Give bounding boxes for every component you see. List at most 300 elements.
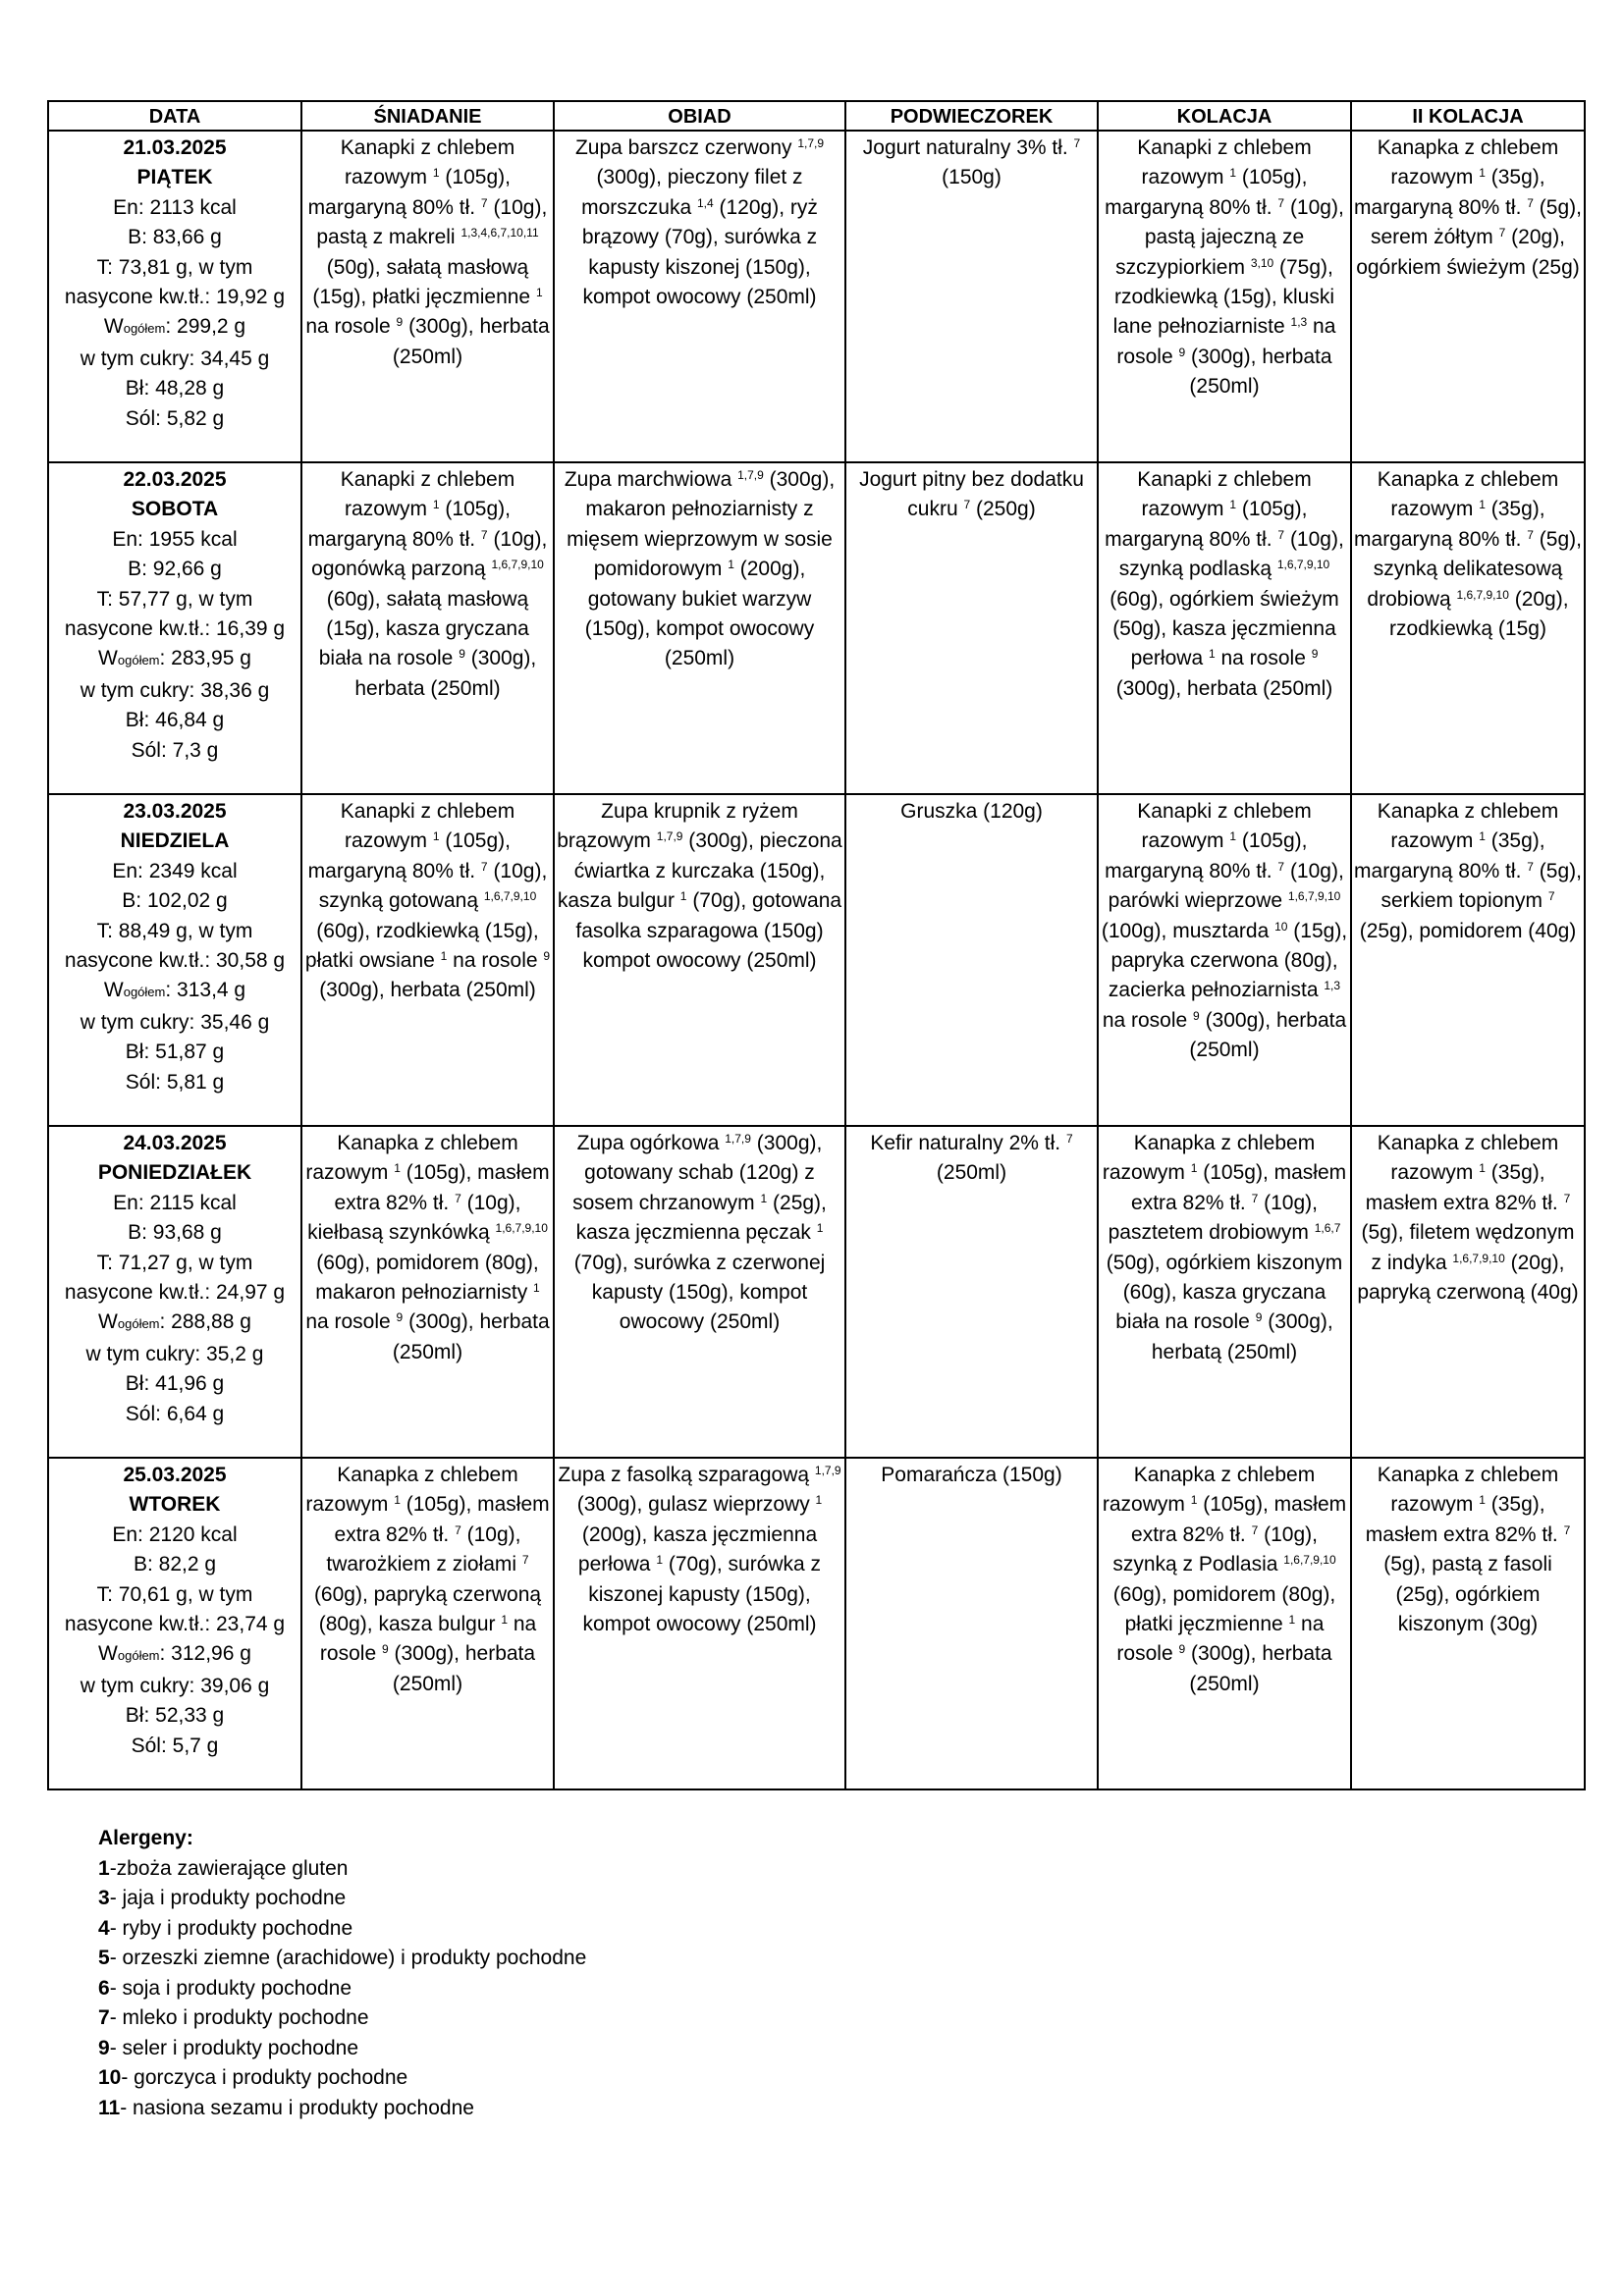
- allergen-superscript: 9: [543, 949, 551, 964]
- allergen-superscript: 1,6,7,9,10: [491, 558, 544, 572]
- nutrition-carbs: [51, 1639, 298, 1671]
- meal-text: (200g), kasza jęczmienna perłowa: [577, 1522, 818, 1576]
- meal-cell-second-dinner: [1351, 462, 1585, 794]
- meal-text: (300g), herbata (250ml): [388, 1642, 536, 1695]
- nutrition-sol: Sól: 5,82 g: [125, 406, 225, 430]
- date-cell: [48, 462, 301, 794]
- meal-text: (105g), margaryną 80% tł.: [307, 829, 511, 882]
- allergen-superscript: 7: [1498, 226, 1506, 240]
- meal-text: (5g), filetem wędzonym z indyka: [1361, 1221, 1575, 1274]
- meal-text: (300g), gulasz wieprzowy: [576, 1493, 816, 1517]
- allergen-item: [98, 1854, 586, 1885]
- nutrition-b: B: 82,2 g: [133, 1553, 217, 1576]
- carbs-value: : 288,88 g: [159, 1310, 251, 1334]
- meal-text: Kanapki z chlebem razowym: [1137, 136, 1312, 189]
- allergen-description: - soja i produkty pochodne: [109, 1976, 352, 2000]
- allergen-superscript: 7: [455, 1522, 461, 1537]
- allergen-item: [98, 2034, 586, 2064]
- meal-text: (35g), masłem extra 82% tł.: [1365, 1161, 1564, 1214]
- nutrition-b: B: 93,68 g: [128, 1221, 222, 1245]
- allergen-superscript: 7: [1547, 889, 1555, 904]
- allergen-superscript: 7: [1251, 1191, 1259, 1205]
- meal-cell-breakfast: [301, 1458, 554, 1789]
- allergen-superscript: 9: [1311, 647, 1319, 662]
- meal-cell-dinner: [1098, 131, 1351, 462]
- allergen-superscript: 7: [1563, 1522, 1571, 1537]
- nutrition-bl: Bł: 51,87 g: [125, 1041, 225, 1064]
- allergen-superscript: 7: [1527, 195, 1534, 210]
- nutrition-carbs: [51, 976, 298, 1007]
- allergen-superscript: 1: [1479, 166, 1486, 181]
- allergen-superscript: 10: [1274, 919, 1288, 934]
- meal-text: (35g), masłem extra 82% tł.: [1365, 1493, 1564, 1546]
- meal-cell-dinner: [1098, 794, 1351, 1126]
- meal-text: (60g), papryką czerwoną (80g), kasza bulgur: [313, 1582, 542, 1636]
- meal-text: (35g), margaryną 80% tł.: [1354, 166, 1545, 219]
- allergen-superscript: 9: [381, 1642, 389, 1657]
- meal-cell-second-dinner: [1351, 131, 1585, 462]
- nutrition-carbs: [51, 644, 298, 675]
- nutrition-cukry: w tym cukry: 35,2 g: [85, 1342, 264, 1365]
- carbs-value: : 312,96 g: [159, 1642, 251, 1666]
- meal-text: (250g): [970, 498, 1036, 521]
- nutrition-sol: Sól: 5,7 g: [131, 1734, 219, 1757]
- meal-text: (300g), gotowany schab (120g) z sosem chrzanowym: [572, 1132, 823, 1214]
- meal-text: Kanapki z chlebem razowym: [340, 800, 515, 853]
- allergen-description: - jaja i produkty pochodne: [109, 1887, 347, 1909]
- table-row: [48, 1458, 1585, 1789]
- meal-text: na rosole: [447, 949, 544, 973]
- allergen-superscript: 1: [1229, 829, 1237, 844]
- allergen-superscript: 1,4: [696, 195, 714, 210]
- header-second-dinner: II KOLACJA: [1351, 101, 1585, 131]
- date-cell: [48, 794, 301, 1126]
- meal-text: Kanapka z chlebem razowym: [305, 1132, 518, 1185]
- allergen-superscript: 7: [1073, 136, 1081, 150]
- meal-text: Kefir naturalny 2% tł.: [870, 1132, 1066, 1154]
- allergen-item: [98, 1974, 586, 2004]
- meal-text: Kanapki z chlebem razowym: [340, 136, 515, 189]
- allergen-superscript: 1: [432, 829, 440, 844]
- allergen-superscript: 7: [1251, 1522, 1259, 1537]
- allergen-description: - orzeszki ziemne (arachidowe) i produkty pochodne: [109, 1947, 587, 1969]
- meal-text: (105g), masłem extra 82% tł.: [1131, 1493, 1347, 1546]
- allergen-item: [98, 2003, 586, 2034]
- meal-plan-table: [47, 100, 1586, 1790]
- meal-text: Kanapki z chlebem razowym: [1137, 468, 1312, 521]
- allergen-superscript: 9: [1178, 345, 1186, 359]
- allergen-superscript: 1,6,7,9,10: [495, 1221, 548, 1236]
- meal-text: na rosole: [305, 1310, 397, 1334]
- allergen-superscript: 1: [501, 1613, 509, 1628]
- header-date: DATA: [48, 101, 301, 131]
- allergen-superscript: 1: [533, 1281, 540, 1296]
- nutrition-carbs: [51, 312, 298, 344]
- date-cell: [48, 1458, 301, 1789]
- allergen-number: 3: [98, 1887, 110, 1909]
- meal-text: (5g), szynką delikatesową drobiową: [1367, 527, 1582, 611]
- allergen-superscript: 1,7,9: [737, 468, 764, 482]
- allergen-superscript: 1: [679, 889, 687, 904]
- meal-cell-dinner: [1098, 1458, 1351, 1789]
- meal-text: (105g), margaryną 80% tł.: [307, 166, 511, 219]
- meal-text: Pomarańcza (150g): [881, 1464, 1062, 1486]
- meal-text: na rosole: [1116, 1613, 1325, 1666]
- allergen-item: [98, 2094, 586, 2124]
- allergen-superscript: 7: [521, 1553, 529, 1568]
- nutrition-bl: Bł: 52,33 g: [125, 1704, 225, 1728]
- nutrition-b: B: 102,02 g: [122, 889, 228, 913]
- meal-text: (150g): [942, 166, 1001, 189]
- meal-text: (60g), pomidorem (80g), makaron pełnoziarnisty: [315, 1251, 539, 1305]
- allergen-superscript: 1,6,7,9,10: [1452, 1251, 1505, 1265]
- meal-text: (300g), makaron pełnoziarnisty z mięsem wieprzowym w sosie pomidorowym: [567, 468, 836, 581]
- nutrition-t: T: 73,81 g, w tym: [96, 255, 253, 279]
- allergen-superscript: 7: [1277, 195, 1285, 210]
- allergen-superscript: 1: [760, 1191, 768, 1205]
- meal-text: (300g), herbata (250ml): [392, 315, 550, 368]
- meal-text: (300g), herbata (250ml): [392, 1310, 550, 1363]
- allergen-superscript: 1: [1229, 498, 1237, 512]
- allergen-superscript: 1: [815, 1493, 823, 1508]
- meal-text: (10g), szynką podlaską: [1118, 527, 1344, 581]
- allergen-superscript: 7: [1527, 527, 1534, 542]
- meal-text: (60g), pomidorem (80g), płatki jęczmienne: [1112, 1582, 1336, 1636]
- meal-text: (250ml): [936, 1161, 1007, 1185]
- meal-text: Kanapka z chlebem razowym: [305, 1464, 518, 1517]
- date-label: 22.03.2025: [123, 468, 227, 491]
- allergen-superscript: 1: [1479, 829, 1486, 844]
- weekday-label: SOBOTA: [131, 498, 219, 521]
- meal-text: Zupa marchwiowa: [564, 468, 738, 491]
- nutrition-t: T: 88,49 g, w tym: [96, 919, 253, 942]
- meal-cell-dinner: [1098, 462, 1351, 794]
- meal-cell-dinner: [1098, 1126, 1351, 1458]
- meal-text: (200g), gotowany bukiet warzyw (150g), kompot owocowy (250ml): [584, 558, 815, 670]
- carbs-prefix: W: [98, 1642, 118, 1666]
- allergen-superscript: 1: [1208, 647, 1216, 662]
- allergen-superscript: 1: [394, 1493, 401, 1508]
- carbs-prefix: W: [103, 315, 124, 339]
- meal-text: (105g), masłem extra 82% tł.: [334, 1493, 550, 1546]
- allergen-superscript: 1,7,9: [797, 136, 825, 150]
- meal-text: (10g), parówki wieprzowe: [1108, 859, 1344, 913]
- allergen-heading: Alergeny:: [98, 1827, 193, 1849]
- meal-text: Kanapki z chlebem razowym: [1137, 800, 1312, 853]
- nutrition-carbs: [51, 1308, 298, 1339]
- meal-text: (300g), herbata (250ml): [354, 647, 537, 700]
- allergen-superscript: 7: [963, 498, 971, 512]
- allergen-number: 7: [98, 2006, 110, 2029]
- header-lunch: OBIAD: [554, 101, 845, 131]
- allergen-superscript: 1: [394, 1161, 401, 1176]
- header-breakfast: ŚNIADANIE: [301, 101, 554, 131]
- nutrition-nasycone: nasycone kw.tł.: 30,58 g: [64, 949, 286, 973]
- allergen-superscript: 1: [1479, 1493, 1486, 1508]
- allergen-superscript: 3,10: [1250, 255, 1274, 270]
- nutrition-en: En: 2349 kcal: [112, 859, 238, 882]
- meal-text: (10g), pasztetem drobiowym: [1108, 1191, 1318, 1245]
- meal-cell-lunch: [554, 131, 845, 462]
- meal-text: (50g), sałatą masłową (15g), płatki jęczmienne: [312, 255, 536, 309]
- meal-text: Zupa barszcz czerwony: [574, 136, 798, 159]
- allergen-superscript: 1: [1479, 498, 1486, 512]
- meal-text: (300g), herbata (250ml): [1185, 1642, 1332, 1695]
- date-label: 25.03.2025: [123, 1464, 227, 1486]
- allergen-legend: [98, 1824, 586, 2123]
- allergen-superscript: 1,6,7,9,10: [483, 889, 537, 904]
- meal-text: (20g), rzodkiewką (15g): [1389, 587, 1569, 641]
- nutrition-en: En: 2113 kcal: [113, 195, 237, 219]
- carbs-subscript: ogółem: [123, 321, 166, 337]
- nutrition-bl: Bł: 46,84 g: [125, 709, 225, 732]
- meal-text: (10g), pastą jajeczną ze szczypiorkiem: [1115, 195, 1344, 279]
- meal-text: Gruszka (120g): [900, 800, 1043, 823]
- allergen-description: - ryby i produkty pochodne: [109, 1916, 353, 1940]
- nutrition-sol: Sól: 5,81 g: [125, 1070, 225, 1094]
- meal-text: (5g), serkiem topionym: [1380, 859, 1582, 913]
- nutrition-nasycone: nasycone kw.tł.: 23,74 g: [64, 1613, 286, 1636]
- nutrition-cukry: w tym cukry: 34,45 g: [80, 347, 270, 370]
- allergen-superscript: 7: [480, 195, 488, 210]
- allergen-superscript: 1,6,7: [1314, 1221, 1341, 1236]
- meal-text: (10g), kiełbasą szynkówką: [307, 1191, 521, 1245]
- meal-text: (5g), serem żółtym: [1370, 195, 1582, 249]
- meal-text: (300g), herbata (250ml): [1115, 676, 1333, 700]
- allergen-superscript: 1: [1190, 1161, 1198, 1176]
- header-row: [48, 101, 1585, 131]
- meal-text: na rosole: [319, 1613, 537, 1666]
- nutrition-cukry: w tym cukry: 38,36 g: [80, 678, 270, 702]
- meal-text: Zupa ogórkowa: [576, 1132, 726, 1154]
- allergen-superscript: 7: [1527, 859, 1534, 874]
- carbs-prefix: W: [98, 1310, 118, 1334]
- allergen-item: [98, 1884, 586, 1914]
- meal-cell-breakfast: [301, 794, 554, 1126]
- meal-cell-snack: [845, 1126, 1098, 1458]
- allergen-superscript: 1,3,4,6,7,10,11: [460, 226, 539, 240]
- meal-text: na rosole: [1102, 1008, 1194, 1032]
- nutrition-en: En: 2115 kcal: [113, 1191, 237, 1214]
- meal-text: (5g), pastą z fasoli (25g), ogórkiem kiszonym (30g): [1383, 1553, 1552, 1636]
- allergen-superscript: 1,6,7,9,10: [1456, 587, 1509, 602]
- allergen-superscript: 9: [396, 315, 404, 330]
- allergen-description: -zboża zawierające gluten: [109, 1856, 349, 1880]
- allergen-superscript: 1: [816, 1221, 824, 1236]
- meal-text: (105g), margaryną 80% tł.: [1105, 166, 1308, 219]
- allergen-number: 11: [98, 2096, 121, 2119]
- meal-text: Kanapka z chlebem razowym: [1377, 1464, 1559, 1517]
- allergen-superscript: 1: [728, 558, 734, 572]
- meal-text: (105g), margaryną 80% tł.: [1105, 829, 1308, 882]
- meal-text: (10g), szynką z Podlasia: [1112, 1522, 1318, 1576]
- meal-text: (105g), margaryną 80% tł.: [307, 498, 511, 551]
- allergen-superscript: 1,6,7,9,10: [1276, 558, 1330, 572]
- meal-text: (300g), pieczony filet z morszczuka: [581, 166, 803, 219]
- allergen-number: 4: [98, 1916, 110, 1940]
- nutrition-cukry: w tym cukry: 35,46 g: [80, 1010, 270, 1034]
- header-dinner: KOLACJA: [1098, 101, 1351, 131]
- carbs-value: : 313,4 g: [165, 979, 246, 1002]
- meal-text: (50g), ogórkiem kiszonym (60g), kasza gryczana biała na rosole: [1106, 1251, 1343, 1334]
- meal-cell-snack: [845, 131, 1098, 462]
- meal-cell-second-dinner: [1351, 794, 1585, 1126]
- allergen-superscript: 7: [1277, 527, 1285, 542]
- meal-text: (60g), rzodkiewką (15g), płatki owsiane: [304, 919, 539, 973]
- meal-cell-lunch: [554, 794, 845, 1126]
- allergen-superscript: 9: [1255, 1310, 1263, 1325]
- allergen-superscript: 9: [1193, 1008, 1200, 1023]
- nutrition-t: T: 70,61 g, w tym: [96, 1582, 253, 1606]
- allergen-superscript: 1,7,9: [814, 1464, 841, 1477]
- nutrition-b: B: 83,66 g: [128, 226, 222, 249]
- weekday-label: NIEDZIELA: [120, 829, 230, 853]
- meal-cell-second-dinner: [1351, 1126, 1585, 1458]
- meal-text: Kanapka z chlebem razowym: [1377, 136, 1559, 189]
- carbs-subscript: ogółem: [123, 985, 166, 1000]
- nutrition-nasycone: nasycone kw.tł.: 19,92 g: [64, 286, 286, 309]
- meal-text: (105g), masłem extra 82% tł.: [334, 1161, 550, 1214]
- meal-text: (10g), ogonówką parzoną: [311, 527, 548, 581]
- meal-text: (25g), kasza jęczmienna pęczak: [575, 1191, 827, 1245]
- meal-text: Kanapka z chlebem razowym: [1377, 468, 1559, 521]
- table-row: [48, 794, 1585, 1126]
- header-snack: PODWIECZOREK: [845, 101, 1098, 131]
- allergen-number: 9: [98, 2036, 110, 2059]
- meal-plan-body: [48, 131, 1585, 1789]
- allergen-superscript: 9: [459, 647, 465, 662]
- table-row: [48, 462, 1585, 794]
- allergen-superscript: 1,6,7,9,10: [1287, 889, 1341, 904]
- meal-text: (300g), herbata (250ml): [1189, 1008, 1347, 1062]
- carbs-value: : 299,2 g: [165, 315, 246, 339]
- allergen-superscript: 1,7,9: [725, 1132, 751, 1146]
- meal-cell-breakfast: [301, 131, 554, 462]
- date-label: 23.03.2025: [123, 800, 227, 823]
- meal-cell-lunch: [554, 462, 845, 794]
- nutrition-sol: Sól: 6,64 g: [125, 1402, 225, 1425]
- meal-text: (15g), papryka czerwona (80g), zacierka pełnoziarnista: [1108, 919, 1348, 1002]
- nutrition-en: En: 1955 kcal: [112, 527, 238, 551]
- date-label: 21.03.2025: [123, 136, 227, 159]
- nutrition-nasycone: nasycone kw.tł.: 24,97 g: [64, 1281, 286, 1305]
- allergen-superscript: 1: [1479, 1161, 1486, 1176]
- meal-cell-lunch: [554, 1126, 845, 1458]
- meal-text: (35g), margaryną 80% tł.: [1354, 498, 1545, 551]
- nutrition-en: En: 2120 kcal: [112, 1522, 238, 1546]
- allergen-description: - seler i produkty pochodne: [109, 2036, 358, 2059]
- meal-text: Kanapka z chlebem razowym: [1102, 1132, 1316, 1185]
- meal-text: na rosole: [1116, 315, 1336, 368]
- carbs-subscript: ogółem: [117, 1648, 160, 1664]
- meal-text: (105g), margaryną 80% tł.: [1105, 498, 1308, 551]
- meal-text: (25g), pomidorem (40g): [1359, 919, 1577, 942]
- meal-text: Jogurt naturalny 3% tł.: [862, 136, 1074, 159]
- meal-cell-snack: [845, 794, 1098, 1126]
- meal-text: (10g), twarożkiem z ziołami: [326, 1522, 522, 1576]
- meal-text: (70g), surówka z czerwonej kapusty (150g), kompot owocowy (250ml): [573, 1251, 826, 1334]
- allergen-number: 10: [98, 2066, 122, 2089]
- meal-cell-snack: [845, 1458, 1098, 1789]
- meal-text: (300g), pieczona ćwiartka z kurczaka (150g), kasza bulgur: [557, 829, 842, 913]
- meal-text: (105g), masłem extra 82% tł.: [1131, 1161, 1347, 1214]
- allergen-item: [98, 2063, 586, 2094]
- meal-text: (60g), sałatą masłową (15g), kasza gryczana biała na rosole: [318, 587, 529, 670]
- allergen-superscript: 1: [1190, 1493, 1198, 1508]
- allergen-superscript: 1: [1229, 166, 1237, 181]
- allergen-description: - gorczyca i produkty pochodne: [121, 2066, 408, 2089]
- nutrition-sol: Sól: 7,3 g: [131, 738, 219, 762]
- allergen-superscript: 1: [1288, 1613, 1296, 1628]
- allergen-description: - nasiona sezamu i produkty pochodne: [120, 2096, 474, 2119]
- allergen-item: [98, 1914, 586, 1945]
- meal-text: (100g), musztarda: [1101, 919, 1275, 942]
- allergen-superscript: 7: [1563, 1191, 1571, 1205]
- allergen-number: 6: [98, 1976, 110, 2000]
- allergen-superscript: 1: [440, 949, 448, 964]
- allergen-superscript: 7: [480, 859, 488, 874]
- meal-text: Kanapka z chlebem razowym: [1377, 800, 1559, 853]
- meal-text: (60g), ogórkiem świeżym (50g), kasza jęczmienna perłowa: [1110, 587, 1339, 670]
- table-row: [48, 1126, 1585, 1458]
- allergen-number: 5: [98, 1947, 110, 1969]
- allergen-superscript: 1: [656, 1553, 663, 1568]
- nutrition-bl: Bł: 41,96 g: [125, 1372, 225, 1396]
- date-cell: [48, 1126, 301, 1458]
- meal-text: Zupa krupnik z ryżem brązowym: [557, 800, 798, 853]
- meal-text: (70g), surówka z kiszonej kapusty (150g), kompot owocowy (250ml): [582, 1553, 822, 1636]
- allergen-superscript: 7: [480, 527, 488, 542]
- meal-text: na rosole: [1215, 647, 1312, 670]
- weekday-label: PONIEDZIAŁEK: [97, 1161, 252, 1185]
- nutrition-cukry: w tym cukry: 39,06 g: [80, 1674, 270, 1697]
- meal-text: (20g), ogórkiem świeżym (25g): [1356, 226, 1580, 279]
- meal-cell-breakfast: [301, 1126, 554, 1458]
- meal-text: Zupa z fasolką szparagową: [558, 1464, 815, 1486]
- date-label: 24.03.2025: [123, 1132, 227, 1154]
- allergen-superscript: 9: [396, 1310, 404, 1325]
- allergen-superscript: 1: [432, 498, 440, 512]
- weekday-label: WTOREK: [129, 1493, 221, 1517]
- meal-cell-lunch: [554, 1458, 845, 1789]
- meal-text: Kanapka z chlebem razowym: [1102, 1464, 1316, 1517]
- allergen-superscript: 1,7,9: [656, 829, 683, 844]
- carbs-subscript: ogółem: [117, 653, 160, 668]
- allergen-superscript: 7: [1277, 859, 1285, 874]
- allergen-item: [98, 1944, 586, 1974]
- meal-cell-second-dinner: [1351, 1458, 1585, 1789]
- meal-text: (70g), gotowana fasolka szparagowa (150g) kompot owocowy (250ml): [575, 889, 842, 973]
- allergen-number: 1: [98, 1856, 110, 1880]
- allergen-superscript: 1,6,7,9,10: [1283, 1553, 1336, 1568]
- meal-text: (300g), herbatą (250ml): [1151, 1310, 1333, 1363]
- nutrition-bl: Bł: 48,28 g: [125, 377, 225, 400]
- allergen-description: - mleko i produkty pochodne: [109, 2006, 369, 2029]
- date-cell: [48, 131, 301, 462]
- allergen-list: [98, 1854, 586, 2124]
- meal-text: (10g), szynką gotowaną: [318, 859, 548, 913]
- meal-text: Kanapka z chlebem razowym: [1377, 1132, 1559, 1185]
- carbs-prefix: W: [98, 647, 118, 670]
- meal-text: Kanapki z chlebem razowym: [340, 468, 515, 521]
- allergen-superscript: 9: [1178, 1642, 1186, 1657]
- meal-text: (10g), pastą z makreli: [316, 195, 548, 249]
- meal-cell-snack: [845, 462, 1098, 794]
- nutrition-t: T: 57,77 g, w tym: [96, 587, 253, 611]
- allergen-superscript: 7: [1065, 1132, 1073, 1146]
- meal-text: (120g), ryż brązowy (70g), surówka z kapusty kiszonej (150g), kompot owocowy (250ml): [581, 195, 818, 309]
- nutrition-nasycone: nasycone kw.tł.: 16,39 g: [64, 617, 286, 641]
